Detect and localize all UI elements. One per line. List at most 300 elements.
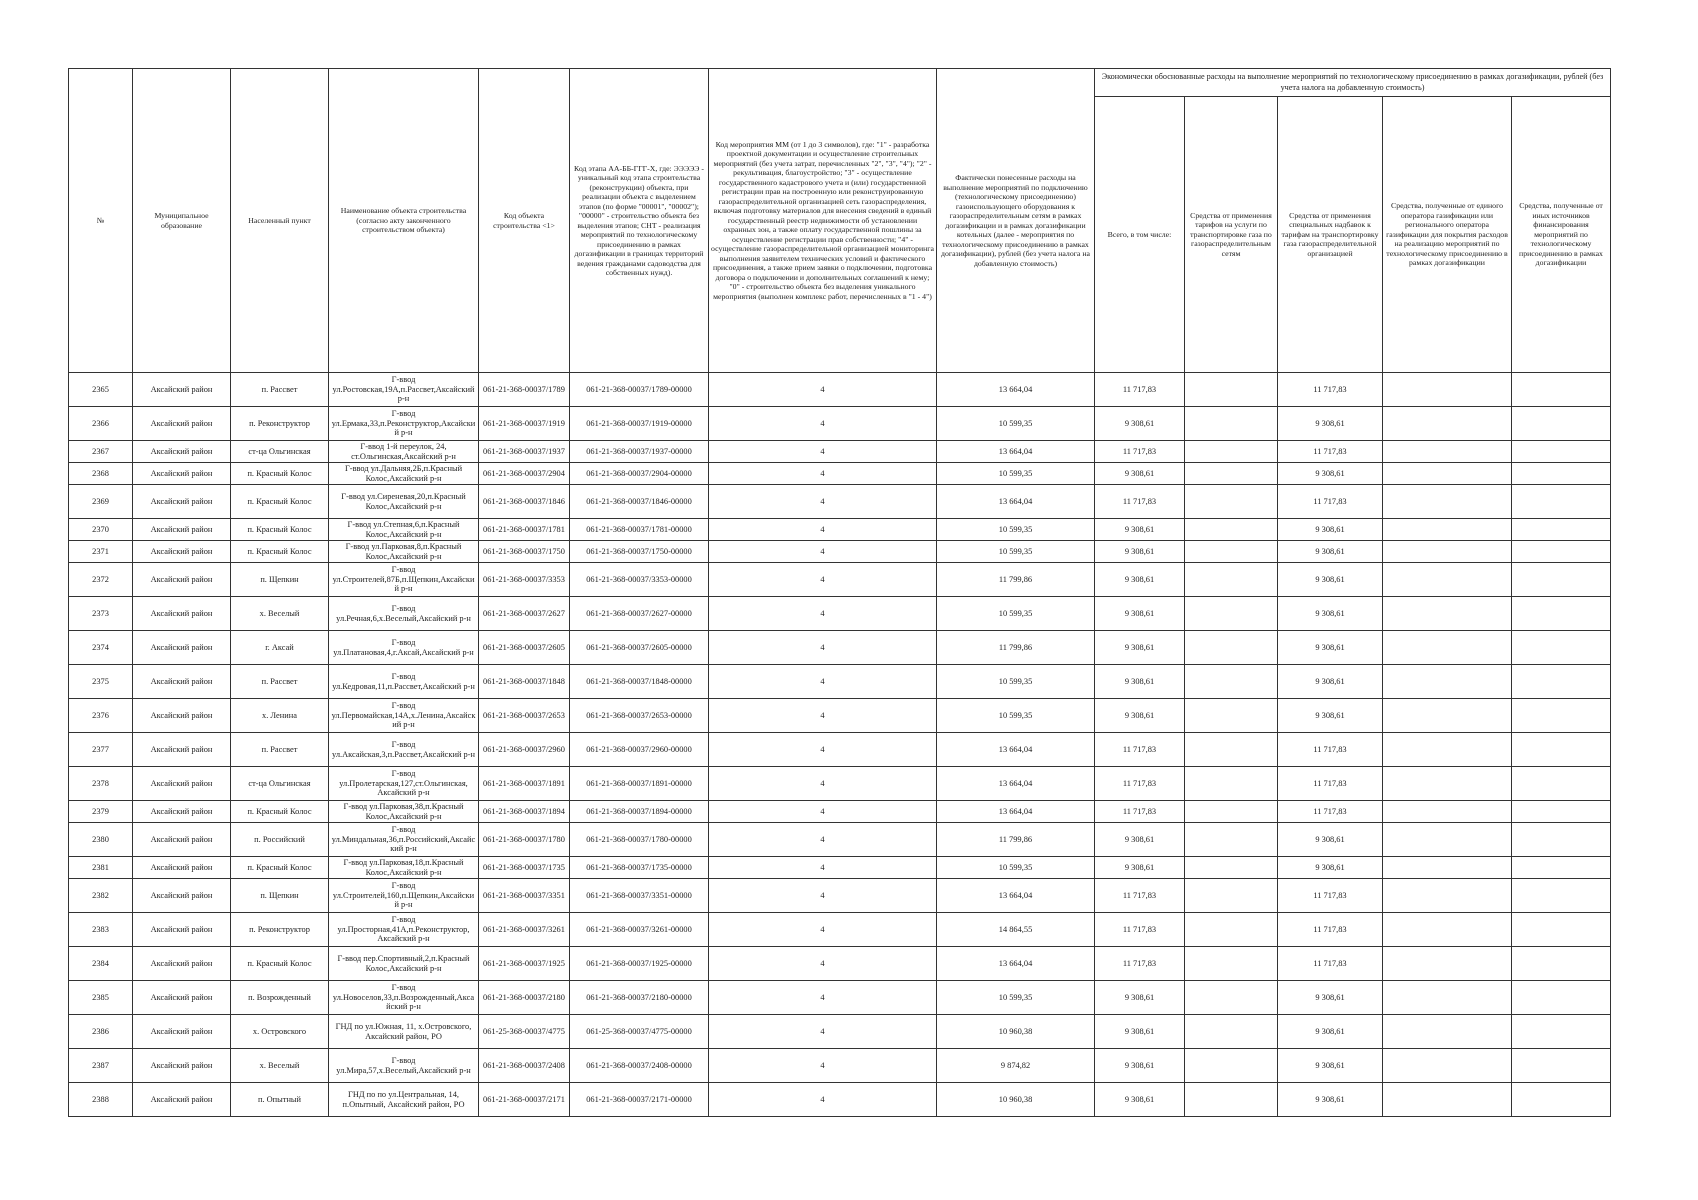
event-code-cell: 4 — [709, 541, 937, 563]
operator-funds-cell — [1383, 485, 1512, 519]
actual-costs-cell: 13 664,04 — [937, 733, 1095, 767]
operator-funds-cell — [1383, 1049, 1512, 1083]
special-surcharge-cell: 9 308,61 — [1278, 1049, 1383, 1083]
table-row — [69, 733, 1611, 767]
actual-costs-cell: 10 960,38 — [937, 1083, 1095, 1117]
special-surcharge-cell: 9 308,61 — [1278, 541, 1383, 563]
stage-code-cell: 061-21-368-00037/2171-00000 — [570, 1083, 709, 1117]
special-surcharge-cell: 9 308,61 — [1278, 1083, 1383, 1117]
special-surcharge-cell: 11 717,83 — [1278, 947, 1383, 981]
table-row — [69, 767, 1611, 801]
operator-funds-cell — [1383, 879, 1512, 913]
object-name-cell: Г-ввод ул.Парковая,18,п.Красный Колос,Аксайский р-н — [329, 857, 479, 879]
municipality-cell: Аксайский район — [133, 913, 231, 947]
stage-code-cell: 061-21-368-00037/1919-00000 — [570, 407, 709, 441]
actual-costs-cell: 10 599,35 — [937, 541, 1095, 563]
municipality-cell: Аксайский район — [133, 631, 231, 665]
object-name-cell: Г-ввод ул.Сиреневая,20,п.Красный Колос,Аксайский р-н — [329, 485, 479, 519]
object-name-cell: Г-ввод ул.Ростовская,19А,п.Рассвет,Аксайский р-н — [329, 373, 479, 407]
special-surcharge-cell: 9 308,61 — [1278, 823, 1383, 857]
event-code-cell: 4 — [709, 823, 937, 857]
header-economic-group: Экономически обоснованные расходы на выполнение мероприятий по технологическому присоединению в рамках догазификации, рублей (без учета налога на добавленную стоимость) — [1095, 69, 1611, 97]
object-name-cell: Г-ввод ул.Парковая,8,п.Красный Колос,Аксайский р-н — [329, 541, 479, 563]
row-number: 2381 — [69, 857, 133, 879]
object-code-cell: 061-21-368-00037/2180 — [479, 981, 570, 1015]
total-cell: 9 308,61 — [1095, 665, 1185, 699]
tariff-funds-cell — [1185, 373, 1278, 407]
object-name-cell: Г-ввод ул.Просторная,41А,п.Реконструктор, Аксайский р-н — [329, 913, 479, 947]
stage-code-cell: 061-21-368-00037/1789-00000 — [570, 373, 709, 407]
settlement-cell: п. Возрожденный — [231, 981, 329, 1015]
actual-costs-cell: 10 599,35 — [937, 519, 1095, 541]
object-name-cell: ГНД по ул.Южная, 11, х.Островского, Аксайский район, РО — [329, 1015, 479, 1049]
total-cell: 11 717,83 — [1095, 947, 1185, 981]
object-name-cell: Г-ввод ул.Строителей,160,п.Щепкин,Аксайский р-н — [329, 879, 479, 913]
actual-costs-cell: 13 664,04 — [937, 373, 1095, 407]
total-cell: 9 308,61 — [1095, 519, 1185, 541]
special-surcharge-cell: 11 717,83 — [1278, 441, 1383, 463]
object-name-cell: Г-ввод ул.Мира,57,х.Веселый,Аксайский р-н — [329, 1049, 479, 1083]
total-cell: 11 717,83 — [1095, 733, 1185, 767]
other-funds-cell — [1512, 913, 1611, 947]
municipality-cell: Аксайский район — [133, 541, 231, 563]
tariff-funds-cell — [1185, 699, 1278, 733]
stage-code-cell: 061-21-368-00037/2180-00000 — [570, 981, 709, 1015]
operator-funds-cell — [1383, 373, 1512, 407]
row-number: 2373 — [69, 597, 133, 631]
municipality-cell: Аксайский район — [133, 733, 231, 767]
event-code-cell: 4 — [709, 1015, 937, 1049]
other-funds-cell — [1512, 981, 1611, 1015]
total-cell: 11 717,83 — [1095, 485, 1185, 519]
actual-costs-cell: 14 864,55 — [937, 913, 1095, 947]
total-cell: 9 308,61 — [1095, 823, 1185, 857]
event-code-cell: 4 — [709, 631, 937, 665]
event-code-cell: 4 — [709, 665, 937, 699]
total-cell: 9 308,61 — [1095, 857, 1185, 879]
municipality-cell: Аксайский район — [133, 373, 231, 407]
municipality-cell: Аксайский район — [133, 801, 231, 823]
stage-code-cell: 061-21-368-00037/1925-00000 — [570, 947, 709, 981]
total-cell: 11 717,83 — [1095, 441, 1185, 463]
total-cell: 9 308,61 — [1095, 597, 1185, 631]
municipality-cell: Аксайский район — [133, 519, 231, 541]
object-name-cell: Г-ввод ул.Новоселов,33,п.Возрожденный,Аксайский р-н — [329, 981, 479, 1015]
settlement-cell: п. Красный Колос — [231, 857, 329, 879]
settlement-cell: п. Рассвет — [231, 665, 329, 699]
total-cell: 11 717,83 — [1095, 879, 1185, 913]
tariff-funds-cell — [1185, 631, 1278, 665]
object-code-cell: 061-21-368-00037/2605 — [479, 631, 570, 665]
settlement-cell: п. Красный Колос — [231, 519, 329, 541]
object-name-cell: Г-ввод ул.Кедровая,11,п.Рассвет,Аксайский р-н — [329, 665, 479, 699]
total-cell: 9 308,61 — [1095, 1015, 1185, 1049]
tariff-funds-cell — [1185, 441, 1278, 463]
actual-costs-cell: 10 960,38 — [937, 1015, 1095, 1049]
total-cell: 9 308,61 — [1095, 631, 1185, 665]
other-funds-cell — [1512, 1049, 1611, 1083]
special-surcharge-cell: 9 308,61 — [1278, 1015, 1383, 1049]
stage-code-cell: 061-21-368-00037/1894-00000 — [570, 801, 709, 823]
object-code-cell: 061-21-368-00037/1789 — [479, 373, 570, 407]
header-stage-code: Код этапа АА-ББ-ГГГ-Х, где: ЭЭЭЭЭ - уникальный код этапа строительства (реконструкции) объекта, при реализации объекта с выделением этапов (по форме "00001", "00002"); "00000" - строительство объекта без выделения этапов; СНТ - реализация мероприятий по технологическому присоединению в рамках догазификации в границах территорий ведения гражданами садоводства для собственных нужд). — [570, 69, 709, 373]
other-funds-cell — [1512, 597, 1611, 631]
table-row — [69, 981, 1611, 1015]
table-row — [69, 665, 1611, 699]
actual-costs-cell: 10 599,35 — [937, 665, 1095, 699]
object-name-cell: Г-ввод ул.Ермака,33,п.Реконструктор,Аксайский р-н — [329, 407, 479, 441]
row-number: 2369 — [69, 485, 133, 519]
object-code-cell: 061-21-368-00037/2171 — [479, 1083, 570, 1117]
row-number: 2385 — [69, 981, 133, 1015]
event-code-cell: 4 — [709, 1049, 937, 1083]
object-name-cell: Г-ввод ул.Миндальная,36,п.Российский,Аксайский р-н — [329, 823, 479, 857]
settlement-cell: п. Реконструктор — [231, 913, 329, 947]
settlement-cell: х. Веселый — [231, 597, 329, 631]
other-funds-cell — [1512, 879, 1611, 913]
operator-funds-cell — [1383, 913, 1512, 947]
object-name-cell: Г-ввод ул.Аксайская,3,п.Рассвет,Аксайский р-н — [329, 733, 479, 767]
object-code-cell: 061-21-368-00037/3353 — [479, 563, 570, 597]
row-number: 2372 — [69, 563, 133, 597]
actual-costs-cell: 9 874,82 — [937, 1049, 1095, 1083]
total-cell: 9 308,61 — [1095, 981, 1185, 1015]
tariff-funds-cell — [1185, 947, 1278, 981]
object-code-cell: 061-21-368-00037/2408 — [479, 1049, 570, 1083]
object-code-cell: 061-21-368-00037/2960 — [479, 733, 570, 767]
other-funds-cell — [1512, 857, 1611, 879]
tariff-funds-cell — [1185, 801, 1278, 823]
settlement-cell: п. Щепкин — [231, 879, 329, 913]
settlement-cell: ст-ца Ольгинская — [231, 767, 329, 801]
settlement-cell: х. Веселый — [231, 1049, 329, 1083]
other-funds-cell — [1512, 733, 1611, 767]
municipality-cell: Аксайский район — [133, 1049, 231, 1083]
tariff-funds-cell — [1185, 767, 1278, 801]
municipality-cell: Аксайский район — [133, 485, 231, 519]
table-row — [69, 407, 1611, 441]
settlement-cell: п. Реконструктор — [231, 407, 329, 441]
other-funds-cell — [1512, 485, 1611, 519]
object-name-cell: Г-ввод ул.Речная,6,х.Веселый,Аксайский р-н — [329, 597, 479, 631]
stage-code-cell: 061-21-368-00037/2408-00000 — [570, 1049, 709, 1083]
other-funds-cell — [1512, 563, 1611, 597]
special-surcharge-cell: 9 308,61 — [1278, 631, 1383, 665]
header-other-funds: Средства, полученные от иных источников финансирования мероприятий по технологическому присоединению в рамках догазификации — [1512, 97, 1611, 373]
table-row — [69, 373, 1611, 407]
object-name-cell: Г-ввод ул.Пролетарская,127,ст.Ольгинская, Аксайский р-н — [329, 767, 479, 801]
row-number: 2387 — [69, 1049, 133, 1083]
stage-code-cell: 061-21-368-00037/2904-00000 — [570, 463, 709, 485]
total-cell: 9 308,61 — [1095, 463, 1185, 485]
object-name-cell: Г-ввод ул.Дальняя,2Б,п.Красный Колос,Аксайский р-н — [329, 463, 479, 485]
table-row — [69, 463, 1611, 485]
table-row — [69, 541, 1611, 563]
table-row — [69, 563, 1611, 597]
event-code-cell: 4 — [709, 947, 937, 981]
total-cell: 11 717,83 — [1095, 767, 1185, 801]
row-number: 2380 — [69, 823, 133, 857]
object-code-cell: 061-21-368-00037/1780 — [479, 823, 570, 857]
settlement-cell: х. Островского — [231, 1015, 329, 1049]
settlement-cell: п. Красный Колос — [231, 485, 329, 519]
operator-funds-cell — [1383, 597, 1512, 631]
table-row — [69, 1049, 1611, 1083]
actual-costs-cell: 11 799,86 — [937, 631, 1095, 665]
operator-funds-cell — [1383, 823, 1512, 857]
other-funds-cell — [1512, 1015, 1611, 1049]
settlement-cell: п. Красный Колос — [231, 801, 329, 823]
operator-funds-cell — [1383, 947, 1512, 981]
operator-funds-cell — [1383, 441, 1512, 463]
header-total: Всего, в том числе: — [1095, 97, 1185, 373]
table-body — [69, 373, 1611, 1117]
other-funds-cell — [1512, 801, 1611, 823]
tariff-funds-cell — [1185, 597, 1278, 631]
object-name-cell: Г-ввод пер.Спортивный,2,п.Красный Колос,Аксайский р-н — [329, 947, 479, 981]
row-number: 2368 — [69, 463, 133, 485]
other-funds-cell — [1512, 519, 1611, 541]
settlement-cell: п. Рассвет — [231, 373, 329, 407]
event-code-cell: 4 — [709, 597, 937, 631]
tariff-funds-cell — [1185, 1083, 1278, 1117]
tariff-funds-cell — [1185, 563, 1278, 597]
table-row — [69, 441, 1611, 463]
stage-code-cell: 061-21-368-00037/2627-00000 — [570, 597, 709, 631]
object-code-cell: 061-21-368-00037/3261 — [479, 913, 570, 947]
special-surcharge-cell: 9 308,61 — [1278, 699, 1383, 733]
event-code-cell: 4 — [709, 913, 937, 947]
event-code-cell: 4 — [709, 1083, 937, 1117]
object-code-cell: 061-21-368-00037/1781 — [479, 519, 570, 541]
table-row — [69, 631, 1611, 665]
special-surcharge-cell: 9 308,61 — [1278, 665, 1383, 699]
stage-code-cell: 061-21-368-00037/1846-00000 — [570, 485, 709, 519]
municipality-cell: Аксайский район — [133, 947, 231, 981]
header-municipality: Муниципальное образование — [133, 69, 231, 373]
table-row — [69, 801, 1611, 823]
header-tariff-funds: Средства от применения тарифов на услуги по транспортировке газа по газораспределительным сетям — [1185, 97, 1278, 373]
object-code-cell: 061-21-368-00037/1848 — [479, 665, 570, 699]
header-actual-costs: Фактически понесенные расходы на выполнение мероприятий по подключению (технологическому присоединению) газоиспользующего оборудования к газораспределительным сетям в рамках догазификации и в рамках догазификации котельных (далее - мероприятия по технологическому присоединению в рамках догазификации), рублей (без учета налога на добавленную стоимость) — [937, 69, 1095, 373]
special-surcharge-cell: 9 308,61 — [1278, 519, 1383, 541]
total-cell: 11 717,83 — [1095, 913, 1185, 947]
stage-code-cell: 061-21-368-00037/2653-00000 — [570, 699, 709, 733]
actual-costs-cell: 11 799,86 — [937, 823, 1095, 857]
row-number: 2365 — [69, 373, 133, 407]
gasification-costs-table — [68, 68, 1611, 1117]
settlement-cell: п. Щепкин — [231, 563, 329, 597]
row-number: 2376 — [69, 699, 133, 733]
object-code-cell: 061-21-368-00037/1925 — [479, 947, 570, 981]
row-number: 2379 — [69, 801, 133, 823]
total-cell: 9 308,61 — [1095, 1083, 1185, 1117]
table-row — [69, 1083, 1611, 1117]
municipality-cell: Аксайский район — [133, 981, 231, 1015]
special-surcharge-cell: 11 717,83 — [1278, 733, 1383, 767]
tariff-funds-cell — [1185, 1015, 1278, 1049]
actual-costs-cell: 13 664,04 — [937, 767, 1095, 801]
stage-code-cell: 061-21-368-00037/3261-00000 — [570, 913, 709, 947]
stage-code-cell: 061-21-368-00037/2605-00000 — [570, 631, 709, 665]
event-code-cell: 4 — [709, 879, 937, 913]
tariff-funds-cell — [1185, 463, 1278, 485]
operator-funds-cell — [1383, 631, 1512, 665]
special-surcharge-cell: 9 308,61 — [1278, 407, 1383, 441]
actual-costs-cell: 13 664,04 — [937, 879, 1095, 913]
operator-funds-cell — [1383, 519, 1512, 541]
municipality-cell: Аксайский район — [133, 597, 231, 631]
row-number: 2374 — [69, 631, 133, 665]
table-row — [69, 857, 1611, 879]
tariff-funds-cell — [1185, 913, 1278, 947]
tariff-funds-cell — [1185, 407, 1278, 441]
object-code-cell: 061-21-368-00037/1750 — [479, 541, 570, 563]
operator-funds-cell — [1383, 857, 1512, 879]
event-code-cell: 4 — [709, 373, 937, 407]
row-number: 2367 — [69, 441, 133, 463]
actual-costs-cell: 10 599,35 — [937, 597, 1095, 631]
object-name-cell: Г-ввод ул.Строителей,87Б,п.Щепкин,Аксайский р-н — [329, 563, 479, 597]
object-name-cell: Г-ввод ул.Первомайская,14А,х.Ленина,Аксайский р-н — [329, 699, 479, 733]
settlement-cell: п. Красный Колос — [231, 541, 329, 563]
header-object-name: Наименование объекта строительства (согласно акту законченного строительством объекта) — [329, 69, 479, 373]
municipality-cell: Аксайский район — [133, 665, 231, 699]
header-settlement: Населенный пункт — [231, 69, 329, 373]
stage-code-cell: 061-21-368-00037/1780-00000 — [570, 823, 709, 857]
tariff-funds-cell — [1185, 879, 1278, 913]
event-code-cell: 4 — [709, 733, 937, 767]
stage-code-cell: 061-21-368-00037/3353-00000 — [570, 563, 709, 597]
special-surcharge-cell: 11 717,83 — [1278, 913, 1383, 947]
object-code-cell: 061-25-368-00037/4775 — [479, 1015, 570, 1049]
other-funds-cell — [1512, 823, 1611, 857]
stage-code-cell: 061-25-368-00037/4775-00000 — [570, 1015, 709, 1049]
row-number: 2378 — [69, 767, 133, 801]
total-cell: 9 308,61 — [1095, 407, 1185, 441]
special-surcharge-cell: 9 308,61 — [1278, 857, 1383, 879]
municipality-cell: Аксайский район — [133, 699, 231, 733]
other-funds-cell — [1512, 767, 1611, 801]
table-header — [69, 69, 1611, 373]
operator-funds-cell — [1383, 1083, 1512, 1117]
object-code-cell: 061-21-368-00037/1735 — [479, 857, 570, 879]
special-surcharge-cell: 9 308,61 — [1278, 463, 1383, 485]
tariff-funds-cell — [1185, 519, 1278, 541]
stage-code-cell: 061-21-368-00037/1750-00000 — [570, 541, 709, 563]
operator-funds-cell — [1383, 981, 1512, 1015]
total-cell: 9 308,61 — [1095, 563, 1185, 597]
municipality-cell: Аксайский район — [133, 441, 231, 463]
header-no: № — [69, 69, 133, 373]
header-special-surcharge-funds: Средства от применения специальных надбавок к тарифам на транспортировку газа газораспределительной организацией — [1278, 97, 1383, 373]
header-operator-funds: Средства, полученные от единого оператора газификации или регионального оператора газификации для покрытия расходов на реализацию мероприятий по технологическому присоединению в рамках догазификации — [1383, 97, 1512, 373]
stage-code-cell: 061-21-368-00037/1781-00000 — [570, 519, 709, 541]
stage-code-cell: 061-21-368-00037/2960-00000 — [570, 733, 709, 767]
row-number: 2370 — [69, 519, 133, 541]
tariff-funds-cell — [1185, 1049, 1278, 1083]
object-name-cell: Г-ввод ул.Степная,6,п.Красный Колос,Аксайский р-н — [329, 519, 479, 541]
other-funds-cell — [1512, 463, 1611, 485]
municipality-cell: Аксайский район — [133, 823, 231, 857]
actual-costs-cell: 10 599,35 — [937, 981, 1095, 1015]
actual-costs-cell: 13 664,04 — [937, 801, 1095, 823]
event-code-cell: 4 — [709, 981, 937, 1015]
operator-funds-cell — [1383, 1015, 1512, 1049]
special-surcharge-cell: 11 717,83 — [1278, 485, 1383, 519]
event-code-cell: 4 — [709, 441, 937, 463]
other-funds-cell — [1512, 373, 1611, 407]
special-surcharge-cell: 11 717,83 — [1278, 767, 1383, 801]
other-funds-cell — [1512, 631, 1611, 665]
special-surcharge-cell: 9 308,61 — [1278, 981, 1383, 1015]
other-funds-cell — [1512, 947, 1611, 981]
object-code-cell: 061-21-368-00037/1846 — [479, 485, 570, 519]
object-code-cell: 061-21-368-00037/1894 — [479, 801, 570, 823]
event-code-cell: 4 — [709, 563, 937, 597]
special-surcharge-cell: 9 308,61 — [1278, 563, 1383, 597]
other-funds-cell — [1512, 407, 1611, 441]
municipality-cell: Аксайский район — [133, 463, 231, 485]
tariff-funds-cell — [1185, 541, 1278, 563]
document-sheet — [68, 68, 1610, 1117]
event-code-cell: 4 — [709, 699, 937, 733]
tariff-funds-cell — [1185, 823, 1278, 857]
tariff-funds-cell — [1185, 981, 1278, 1015]
row-number: 2366 — [69, 407, 133, 441]
municipality-cell: Аксайский район — [133, 857, 231, 879]
settlement-cell: п. Красный Колос — [231, 463, 329, 485]
table-row — [69, 699, 1611, 733]
other-funds-cell — [1512, 699, 1611, 733]
operator-funds-cell — [1383, 563, 1512, 597]
object-code-cell: 061-21-368-00037/1891 — [479, 767, 570, 801]
other-funds-cell — [1512, 1083, 1611, 1117]
settlement-cell: п. Красный Колос — [231, 947, 329, 981]
row-number: 2388 — [69, 1083, 133, 1117]
total-cell: 11 717,83 — [1095, 801, 1185, 823]
operator-funds-cell — [1383, 733, 1512, 767]
tariff-funds-cell — [1185, 485, 1278, 519]
actual-costs-cell: 10 599,35 — [937, 857, 1095, 879]
settlement-cell: ст-ца Ольгинская — [231, 441, 329, 463]
tariff-funds-cell — [1185, 857, 1278, 879]
event-code-cell: 4 — [709, 407, 937, 441]
event-code-cell: 4 — [709, 519, 937, 541]
municipality-cell: Аксайский район — [133, 767, 231, 801]
stage-code-cell: 061-21-368-00037/1891-00000 — [570, 767, 709, 801]
other-funds-cell — [1512, 541, 1611, 563]
row-number: 2371 — [69, 541, 133, 563]
object-code-cell: 061-21-368-00037/1919 — [479, 407, 570, 441]
table-row — [69, 519, 1611, 541]
event-code-cell: 4 — [709, 857, 937, 879]
operator-funds-cell — [1383, 699, 1512, 733]
tariff-funds-cell — [1185, 733, 1278, 767]
total-cell: 9 308,61 — [1095, 1049, 1185, 1083]
other-funds-cell — [1512, 665, 1611, 699]
municipality-cell: Аксайский район — [133, 563, 231, 597]
actual-costs-cell: 10 599,35 — [937, 699, 1095, 733]
object-name-cell: Г-ввод ул.Парковая,38,п.Красный Колос,Аксайский р-н — [329, 801, 479, 823]
row-number: 2386 — [69, 1015, 133, 1049]
stage-code-cell: 061-21-368-00037/1937-00000 — [570, 441, 709, 463]
actual-costs-cell: 10 599,35 — [937, 463, 1095, 485]
municipality-cell: Аксайский район — [133, 1083, 231, 1117]
special-surcharge-cell: 11 717,83 — [1278, 801, 1383, 823]
object-code-cell: 061-21-368-00037/2904 — [479, 463, 570, 485]
operator-funds-cell — [1383, 665, 1512, 699]
